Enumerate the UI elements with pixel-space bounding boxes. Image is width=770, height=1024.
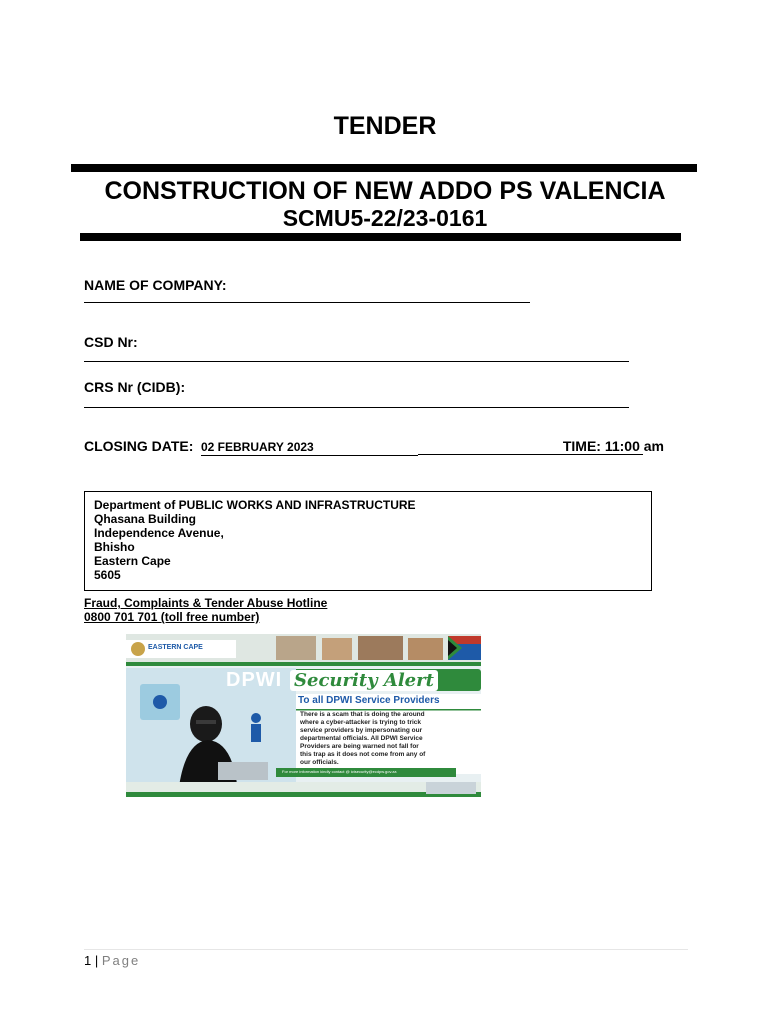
page-footer	[84, 953, 140, 968]
company-name-label: NAME OF COMPANY:	[84, 277, 227, 293]
footer-rule	[84, 949, 688, 950]
poster-body-line: departmental officials. All DPWI Service	[300, 735, 423, 742]
address-line: Qhasana Building	[94, 512, 197, 526]
project-title: CONSTRUCTION OF NEW ADDO PS VALENCIA	[104, 177, 666, 205]
address-line: Independence Avenue,	[94, 526, 224, 540]
address-line: 5605	[94, 568, 121, 582]
closing-date-value: 02 FEBRUARY 2023	[201, 440, 418, 456]
address-box	[84, 491, 652, 591]
csd-number-line	[84, 361, 629, 362]
poster-body-line: service providers by impersonating our	[300, 727, 423, 734]
poster-body-line: where a cyber-attacker is trying to trick	[300, 719, 422, 726]
closing-time: TIME: 11:00 am	[562, 438, 664, 454]
page-word: Page	[101, 953, 141, 968]
address-line: Department of PUBLIC WORKS AND INFRASTRUCTURE	[94, 498, 416, 512]
page-separator: |	[91, 953, 102, 968]
poster-subtitle: To all DPWI Service Providers	[298, 695, 440, 706]
tender-reference: SCMU5-22/23-0161	[282, 205, 488, 231]
poster-body-line: this trap as it does not come from any of	[300, 751, 426, 758]
heading-rule-bottom	[80, 233, 681, 241]
poster-body-line: Providers are being warned not fall for	[300, 743, 419, 750]
crs-number-line	[84, 407, 629, 408]
poster-body-line: There is a scam that is doing the around	[300, 711, 425, 718]
poster-title-script: Security Alert	[290, 670, 438, 691]
person-figure-icon	[251, 713, 261, 742]
closing-date-underline	[418, 454, 643, 455]
company-name-line	[84, 302, 530, 303]
security-alert-poster	[126, 634, 481, 797]
heading-rule-top	[71, 164, 697, 172]
crs-number-label: CRS Nr (CIDB):	[84, 379, 186, 395]
poster-body-line: our officials.	[300, 759, 339, 766]
flag-icon	[448, 636, 481, 660]
address-line: Eastern Cape	[94, 554, 171, 568]
document-title: TENDER	[333, 112, 437, 140]
poster-body	[300, 711, 480, 767]
page-number: 1	[84, 953, 92, 968]
poster-logo-text: EASTERN CAPE	[148, 644, 203, 651]
csd-number-label: CSD Nr:	[84, 334, 138, 350]
hotline-title: Fraud, Complaints & Tender Abuse Hotline	[84, 596, 328, 610]
coat-of-arms-icon	[131, 642, 145, 656]
poster-footer-text: For more information kindly contact @ ictsecurity@ecdpw.gov.za	[282, 769, 397, 774]
hotline-number: 0800 701 701 (toll free number)	[84, 610, 260, 624]
address-line: Bhisho	[94, 540, 135, 554]
closing-date-label: CLOSING DATE:	[84, 438, 194, 454]
poster-title-main: DPWI	[226, 669, 283, 691]
